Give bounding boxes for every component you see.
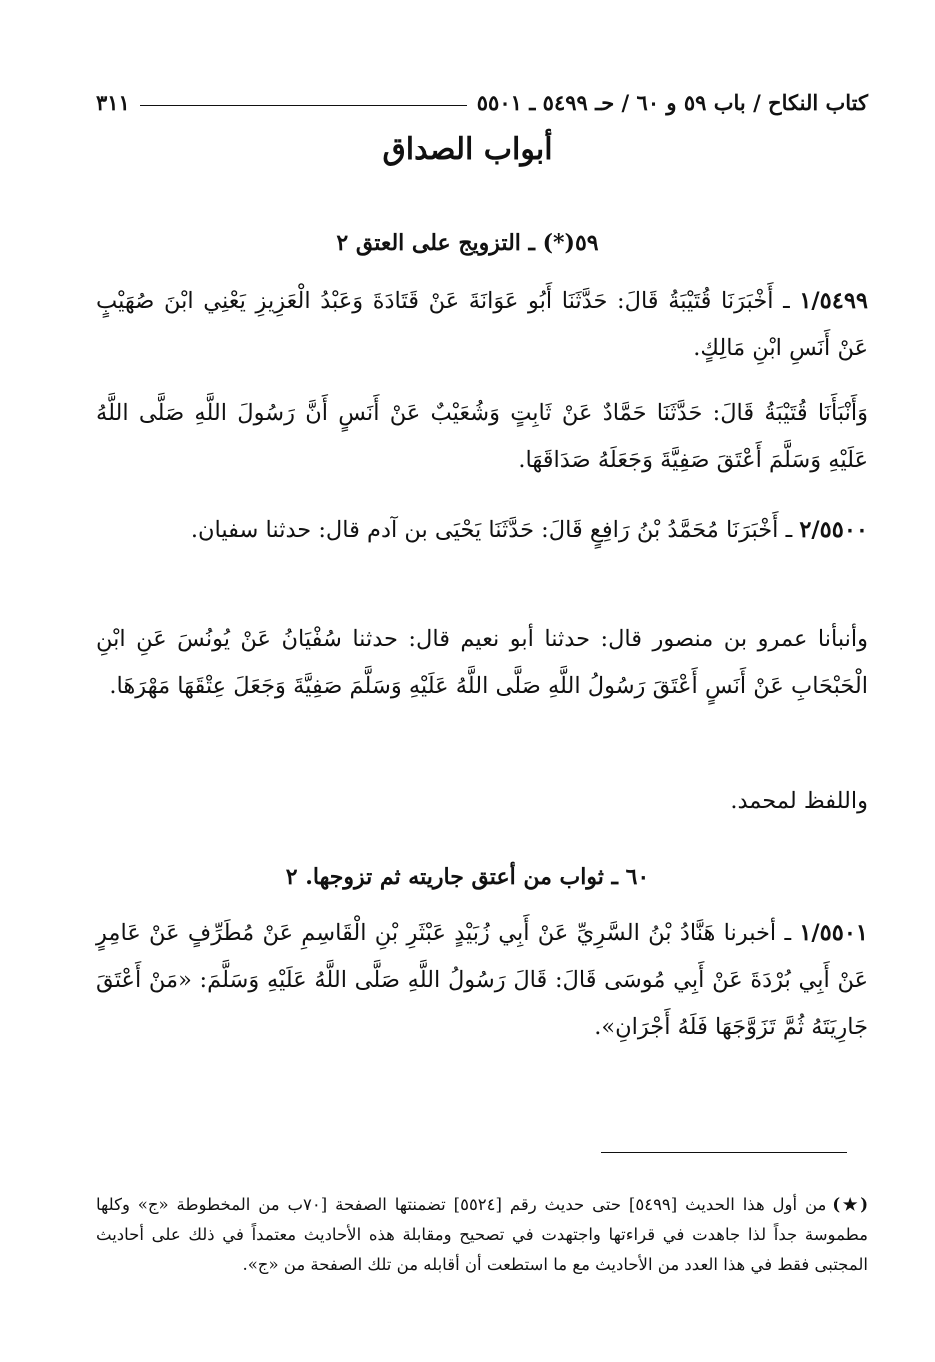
footnote-rule [601,1152,847,1153]
header-page-number: ٣١١ [96,89,130,115]
hadith-5501 [96,910,868,1051]
hadith-5500-text: ـ أَخْبَرَنَا مُحَمَّدُ بْنُ رَافِعٍ قَالَ: حَدَّثَنَا يَحْيَى بن آدم قال: حدثنا سفيان. [190,517,800,543]
hadith-5499-text: ـ أَخْبَرَنَا قُتَيْبَةُ قَالَ: حَدَّثَنَا أَبُو عَوَانَةَ عَنْ قَتَادَةَ وَعَبْدُ الْعَزِيزِ يَعْنِي ابْنَ صُهَيْبٍ عَنْ أَنَسِ ابْنِ مَالِكٍ. [96,288,868,361]
hadith-5499-second-chain: وَأَنْبَأَنَا قُتَيْبَةُ قَالَ: حَدَّثَنَا حَمَّادٌ عَنْ ثَابِتٍ وَشُعَيْبٌ عَنْ أَنَسٍ أَنَّ رَسُولَ اللَّهِ صَلَّى اللَّهُ عَلَيْهِ وَسَلَّمَ أَعْتَقَ صَفِيَّةَ وَجَعَلَهُ صَدَاقَهَا. [96,400,868,473]
hadith-5501-text: ـ أخبرنا هَنَّادُ بْنُ السَّرِيِّ عَنْ أَبِي زُبَيْدٍ عَبْثَرِ بْنِ الْقَاسِمِ عَنْ مُطَرِّفٍ عَنْ عَامِرٍ عَنْ أَبِي بُرْدَةَ عَنْ أَبِي مُوسَى قَالَ: قَالَ رَسُولُ اللَّهِ صَلَّى اللَّهُ عَلَيْهِ وَسَلَّمَ: «مَنْ أَعْتَقَ جَارِيَتَهُ ثُمَّ تَزَوَّجَهَا فَلَهُ أَجْرَانِ». [96,920,868,1040]
hadith-5500-note: واللفظ لمحمد. [730,788,868,814]
running-header [96,82,868,122]
chapter-60-title: ٦٠ ـ ثواب من أعتق جاريته ثم تزوجها. ٢ [285,864,650,890]
hadith-5501-number: ١/٥٥٠١ [799,920,868,946]
hadith-5500-second-chain: وأنبأنا عمرو بن منصور قال: حدثنا أبو نعيم قال: حدثنا سُفْيَانُ عَنْ يُونُسَ عَنِ ابْنِ الْحَبْحَابِ عَنْ أَنَسٍ أَعْتَقَ رَسُولُ اللَّهِ صَلَّى اللَّهُ عَلَيْهِ وَسَلَّمَ صَفِيَّةَ وَجَعَلَ عِتْقَهَا مَهْرَهَا. [96,626,868,699]
footnote-text: من أول هذا الحديث [٥٤٩٩] حتى حديث رقم [٥٥٢٤] تضمنتها الصفحة [٧٠ب من المخطوطة «ج» وكلها مطموسة جداً لذا جاهدت في قراءتها واجتهدت في تصحيح ومقابلة هذه الأحاديث معتمداً في ذلك على أحاديث المجتبى فقط في هذا العدد من الأحاديث مع ما استطعت أن أقابله من تلك الصفحة من «ج». [96,1195,868,1274]
header-rule [140,105,467,106]
header-book-reference: كتاب النكاح / باب ٥٩ و ٦٠ / حـ ٥٤٩٩ ـ ٥٥٠١ [476,89,868,115]
footnote-marker: (★) [832,1195,869,1214]
hadith-5499 [96,278,868,372]
hadith-5500 [96,507,868,554]
hadith-5499-number: ١/٥٤٩٩ [799,288,868,314]
section-title: أبواب الصداق [382,132,553,167]
chapter-59-title: ٥٩(*) ـ التزويج على العتق ٢ [336,230,599,256]
footnote [96,1190,868,1280]
hadith-5500-number: ٢/٥٥٠٠ [799,517,868,543]
